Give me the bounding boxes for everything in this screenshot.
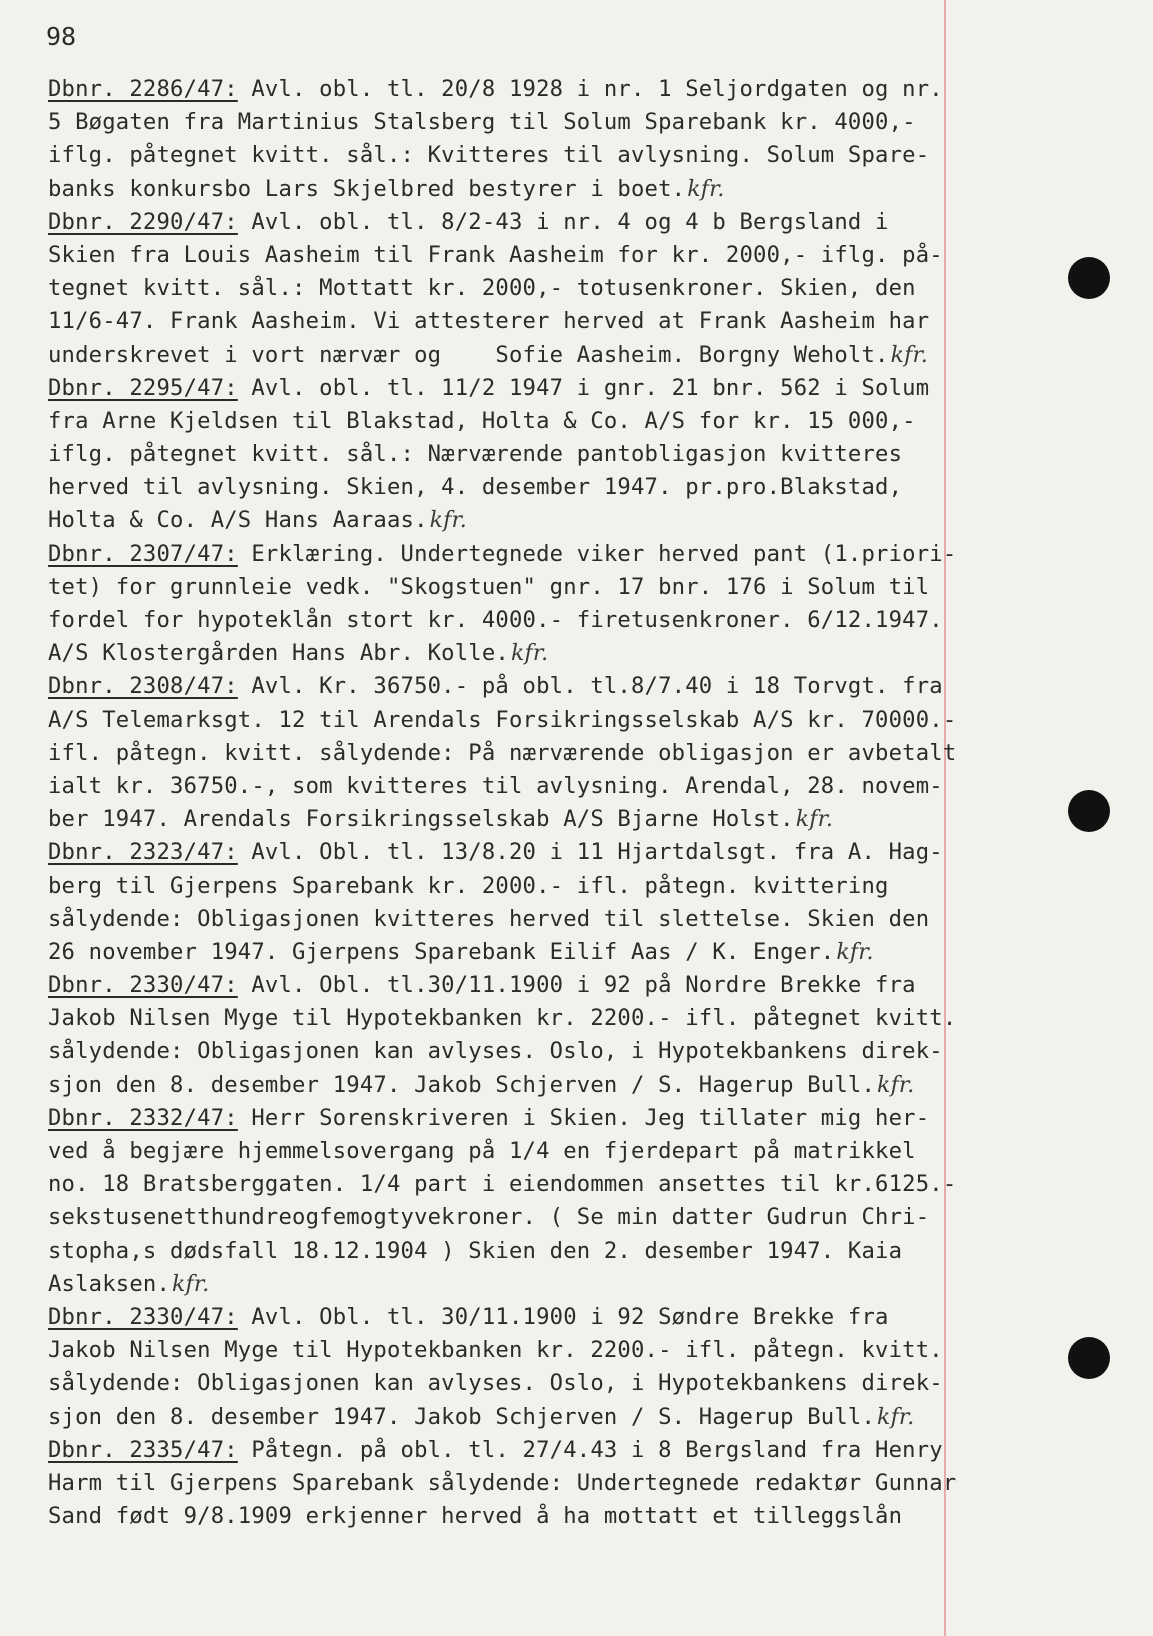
text-line	[48, 903, 1008, 936]
text-line	[48, 704, 1008, 737]
line-text: banks konkursbo Lars Skjelbred bestyrer i boet.	[48, 175, 686, 202]
line-text: iflg. påtegnet kvitt. sål.: Kvitteres til avlysning. Solum Spare-	[48, 142, 930, 169]
line-text: Påtegn. på obl. tl. 27/4.43 i 8 Bergsland fra Henry	[237, 1436, 943, 1463]
text-line	[48, 803, 1008, 836]
line-text: Avl. Kr. 36750.- på obl. tl.8/7.40 i 18 Torvgt. fra	[237, 673, 943, 700]
text-line	[48, 770, 1008, 803]
line-text: Harm til Gjerpens Sparebank sålydende: Undertegnede redaktør Gunnar	[48, 1469, 957, 1496]
line-text: ialt kr. 36750.-, som kvitteres til avlysning. Arendal, 28. novem-	[48, 772, 943, 799]
entry-reference: Dbnr. 2330/47:	[48, 1303, 238, 1330]
line-text: sjon den 8. desember 1947. Jakob Schjerven / S. Hagerup Bull.	[48, 1071, 876, 1098]
text-line	[48, 305, 1008, 338]
entry-reference: Dbnr. 2332/47:	[48, 1104, 238, 1131]
line-text: herved til avlysning. Skien, 4. desember 1947. pr.pro.Blakstad,	[48, 474, 903, 501]
line-text: Avl. obl. tl. 20/8 1928 i nr. 1 Seljordgaten og nr.	[237, 76, 943, 102]
line-text: underskrevet i vort nærvær og Sofie Aasheim. Borgny Weholt.	[48, 341, 889, 368]
text-line	[48, 272, 1008, 305]
line-text: sålydende: Obligasjonen kvitteres herved til slettelse. Skien den	[48, 905, 930, 932]
text-line	[48, 1102, 1008, 1135]
line-text: 26 november 1947. Gjerpens Sparebank Eilif Aas / K. Enger.	[48, 938, 835, 965]
line-text: iflg. påtegnet kvitt. sål.: Nærværende pantobligasjon kvitteres	[48, 441, 903, 468]
entry-reference: Dbnr. 2307/47:	[48, 540, 238, 567]
text-line	[48, 1500, 1008, 1533]
text-line	[48, 604, 1008, 637]
text-line	[48, 1235, 1008, 1268]
line-text: A/S Telemarksgt. 12 til Arendals Forsikringsselskab A/S kr. 70000.-	[48, 706, 957, 733]
text-line	[48, 936, 1008, 969]
line-text: A/S Klostergården Hans Abr. Kolle.	[48, 640, 509, 667]
text-line	[48, 538, 1008, 571]
line-text: tet) for grunnleie vedk. "Skogstuen" gnr. 17 bnr. 176 i Solum til	[48, 573, 930, 600]
line-text: ved å begjære hjemmelsovergang på 1/4 en fjerdepart på matrikkel	[48, 1138, 916, 1164]
line-text: Skien fra Louis Aasheim til Frank Aasheim for kr. 2000,- iflg. på-	[48, 241, 943, 268]
line-text: 11/6-47. Frank Aasheim. Vi attesterer herved at Frank Aasheim har	[48, 308, 930, 335]
line-text: ber 1947. Arendals Forsikringsselskab A/S Bjarne Holst.	[48, 806, 794, 833]
text-line	[48, 1168, 1008, 1201]
line-text: Holta & Co. A/S Hans Aaraas.	[48, 507, 428, 534]
text-line	[48, 1434, 1008, 1467]
text-line	[48, 405, 1008, 438]
line-text: Sand født 9/8.1909 erkjenner herved å ha mottatt et tilleggslån	[48, 1503, 903, 1530]
binder-hole-top	[1068, 257, 1110, 299]
text-line	[48, 206, 1008, 239]
text-line	[48, 239, 1008, 272]
line-text: berg til Gjerpens Sparebank kr. 2000.- ifl. påtegn. kvittering	[48, 872, 889, 899]
line-text: tegnet kvitt. sål.: Mottatt kr. 2000,- totusenkroner. Skien, den	[48, 275, 916, 302]
line-text: Jakob Nilsen Myge til Hypotekbanken kr. 2200.- ifl. påtegn. kvitt.	[48, 1337, 943, 1364]
handwritten-initials: kfr.	[429, 508, 467, 534]
text-line	[48, 372, 1008, 405]
text-line	[48, 438, 1008, 471]
line-text: Avl. Obl. tl. 30/11.1900 i 92 Søndre Brekke fra	[237, 1303, 889, 1330]
handwritten-initials: kfr.	[877, 1404, 915, 1430]
text-line	[48, 1069, 1008, 1102]
text-line	[48, 969, 1008, 1002]
line-text: stopha,s dødsfall 18.12.1904 ) Skien den 2. desember 1947. Kaia	[48, 1237, 903, 1264]
text-line	[48, 173, 1008, 206]
text-line	[48, 1401, 1008, 1434]
text-line	[48, 571, 1008, 604]
text-line	[48, 339, 1008, 372]
binder-hole-middle	[1068, 790, 1110, 832]
text-line	[48, 737, 1008, 770]
line-text: Aslaksen.	[48, 1270, 171, 1297]
text-line	[48, 1135, 1008, 1168]
text-line	[48, 106, 1008, 139]
handwritten-initials: kfr.	[836, 939, 874, 965]
line-text: Avl. obl. tl. 11/2 1947 i gnr. 21 bnr. 562 i Solum	[237, 374, 930, 401]
document-text	[48, 73, 1008, 1533]
handwritten-initials: kfr.	[877, 1072, 915, 1098]
text-line	[48, 1334, 1008, 1367]
entry-reference: Dbnr. 2286/47:	[48, 76, 238, 102]
line-text: Avl. obl. tl. 8/2-43 i nr. 4 og 4 b Bergsland i	[237, 208, 889, 235]
handwritten-initials: kfr.	[687, 176, 725, 202]
line-text: ifl. påtegn. kvitt. sålydende: På nærværende obligasjon er avbetalt	[48, 739, 957, 766]
line-text: sjon den 8. desember 1947. Jakob Schjerven / S. Hagerup Bull.	[48, 1403, 876, 1430]
entry-reference: Dbnr. 2335/47:	[48, 1436, 238, 1463]
line-text: Avl. Obl. tl. 13/8.20 i 11 Hjartdalsgt. fra A. Hag-	[237, 839, 943, 866]
text-line	[48, 1201, 1008, 1234]
text-line	[48, 1301, 1008, 1334]
handwritten-initials: kfr.	[795, 807, 834, 833]
line-text: Jakob Nilsen Myge til Hypotekbanken kr. 2200.- ifl. påtegnet kvitt.	[48, 1005, 957, 1032]
text-line	[48, 1367, 1008, 1400]
text-line	[48, 637, 1008, 670]
line-text: Avl. Obl. tl.30/11.1900 i 92 på Nordre Brekke fra	[237, 972, 916, 999]
text-line	[48, 504, 1008, 537]
handwritten-initials: kfr.	[510, 641, 549, 667]
line-text: sålydende: Obligasjonen kan avlyses. Oslo, i Hypotekbankens direk-	[48, 1038, 943, 1065]
line-text: sålydende: Obligasjonen kan avlyses. Oslo, i Hypotekbankens direk-	[48, 1370, 943, 1397]
text-line	[48, 1467, 1008, 1500]
text-line	[48, 870, 1008, 903]
text-line	[48, 139, 1008, 172]
line-text: fra Arne Kjeldsen til Blakstad, Holta & Co. A/S for kr. 15 000,-	[48, 407, 916, 434]
page-number: 98	[46, 22, 77, 51]
line-text: fordel for hypoteklån stort kr. 4000.- firetusenkroner. 6/12.1947.	[48, 607, 943, 633]
line-text: 5 Bøgaten fra Martinius Stalsberg til Solum Sparebank kr. 4000,-	[48, 109, 916, 136]
text-line	[48, 1002, 1008, 1035]
entry-reference: Dbnr. 2323/47:	[48, 839, 238, 866]
entry-reference: Dbnr. 2308/47:	[48, 673, 238, 700]
binder-hole-bottom	[1068, 1337, 1110, 1379]
handwritten-initials: kfr.	[172, 1271, 210, 1297]
line-text: Herr Sorenskriveren i Skien. Jeg tillater mig her-	[237, 1104, 930, 1131]
text-line	[48, 836, 1008, 869]
text-line	[48, 471, 1008, 504]
text-line	[48, 670, 1008, 703]
entry-reference: Dbnr. 2295/47:	[48, 374, 238, 401]
line-text: sekstusenetthundreogfemogtyvekroner. ( Se min datter Gudrun Chri-	[48, 1204, 930, 1231]
entry-reference: Dbnr. 2330/47:	[48, 972, 238, 999]
text-line	[48, 1035, 1008, 1068]
text-line	[48, 1268, 1008, 1301]
handwritten-initials: kfr.	[890, 342, 928, 368]
line-text: Erklæring. Undertegnede viker herved pant (1.priori-	[237, 540, 957, 567]
entry-reference: Dbnr. 2290/47:	[48, 208, 238, 235]
text-line	[48, 73, 1008, 106]
line-text: no. 18 Bratsberggaten. 1/4 part i eiendommen ansettes til kr.6125.-	[48, 1171, 957, 1198]
